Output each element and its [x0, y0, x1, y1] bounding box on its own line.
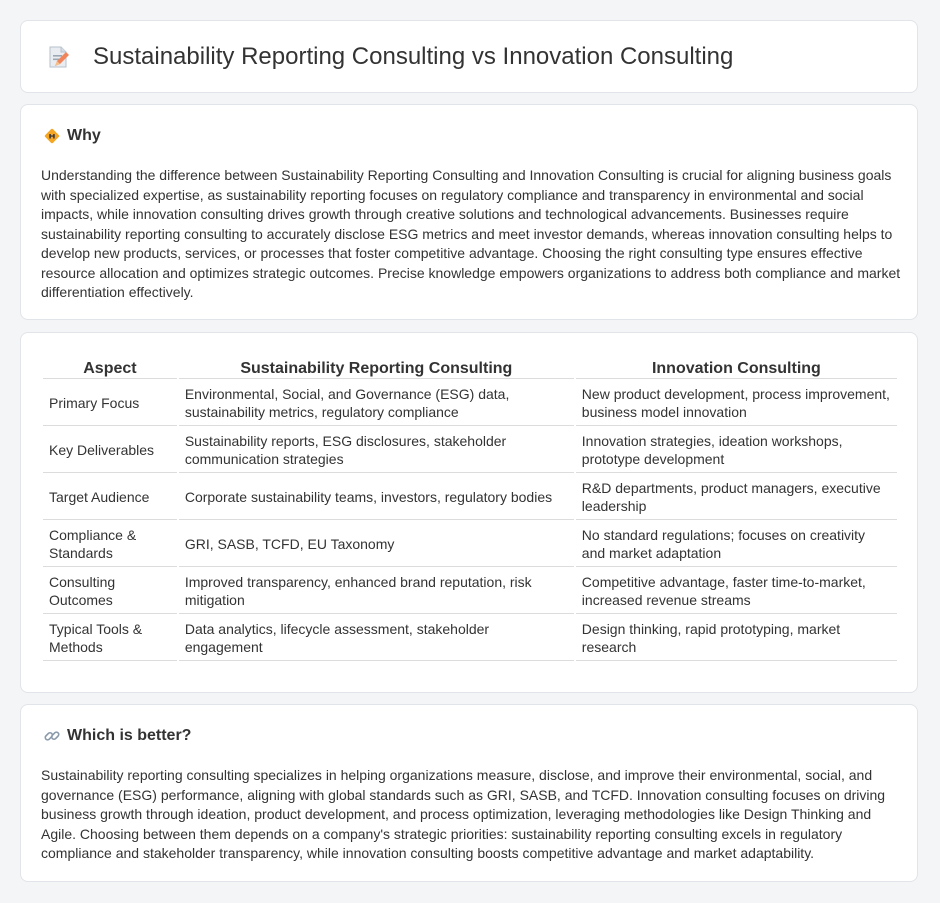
- why-section: [20, 104, 918, 320]
- innovation-cell: No standard regulations; focuses on creativity and market adaptation: [576, 520, 897, 567]
- link-icon: [43, 727, 61, 745]
- why-title: Why: [67, 127, 101, 144]
- table-row: [43, 520, 897, 567]
- table-header-row: [43, 351, 897, 379]
- aspect-cell: Compliance & Standards: [43, 520, 177, 567]
- diamond-sign-icon: [43, 127, 61, 145]
- innovation-cell: Innovation strategies, ideation workshops, prototype development: [576, 426, 897, 473]
- table-row: [43, 614, 897, 661]
- innovation-cell: R&D departments, product managers, executive leadership: [576, 473, 897, 520]
- aspect-cell: Target Audience: [43, 473, 177, 520]
- sustainability-cell: Environmental, Social, and Governance (ESG) data, sustainability metrics, regulatory compliance: [179, 379, 574, 426]
- why-text: Understanding the difference between Sustainability Reporting Consulting and Innovation Consulting is crucial for aligning business goals with specialized expertise, as sustainability reporting focuses on regulatory compliance and transparency in environmental and social impacts, while innovation consulting drives growth through creative solutions and technological advancements. Businesses require sustainability reporting consulting to accurately disclose ESG metrics and meet investor demands, whereas innovation consulting helps to develop new products, services, or processes that foster competitive advantage. Choosing the right consulting type ensures effective resource allocation and optimizes strategic outcomes. Precise knowledge empowers organizations to address both compliance and market differentiation effectively.: [41, 167, 901, 300]
- sustainability-cell: Corporate sustainability teams, investors, regulatory bodies: [179, 473, 574, 520]
- sustainability-cell: Sustainability reports, ESG disclosures, stakeholder communication strategies: [179, 426, 574, 473]
- header-sustainability: Sustainability Reporting Consulting: [179, 351, 574, 379]
- sustainability-cell: GRI, SASB, TCFD, EU Taxonomy: [179, 520, 574, 567]
- comparison-section: [20, 332, 918, 693]
- why-heading: [43, 127, 101, 145]
- page-title: Sustainability Reporting Consulting vs Innovation Consulting: [93, 43, 734, 70]
- header-innovation: Innovation Consulting: [576, 351, 897, 379]
- document-pencil-icon: [45, 44, 71, 70]
- aspect-cell: Consulting Outcomes: [43, 567, 177, 614]
- table-row: [43, 473, 897, 520]
- aspect-cell: Primary Focus: [43, 379, 177, 426]
- comparison-table: [41, 351, 899, 661]
- sustainability-cell: Improved transparency, enhanced brand reputation, risk mitigation: [179, 567, 574, 614]
- title-card: [20, 20, 918, 93]
- table-row: [43, 379, 897, 426]
- innovation-cell: Competitive advantage, faster time-to-market, increased revenue streams: [576, 567, 897, 614]
- innovation-cell: New product development, process improvement, business model innovation: [576, 379, 897, 426]
- better-title: Which is better?: [67, 727, 192, 744]
- aspect-cell: Typical Tools & Methods: [43, 614, 177, 661]
- better-heading: [43, 727, 191, 745]
- which-is-better-section: [20, 704, 918, 882]
- aspect-cell: Key Deliverables: [43, 426, 177, 473]
- table-row: [43, 426, 897, 473]
- header-aspect: Aspect: [43, 351, 177, 379]
- innovation-cell: Design thinking, rapid prototyping, market research: [576, 614, 897, 661]
- table-row: [43, 567, 897, 614]
- sustainability-cell: Data analytics, lifecycle assessment, stakeholder engagement: [179, 614, 574, 661]
- better-text: Sustainability reporting consulting specializes in helping organizations measure, disclose, and improve their environmental, social, and governance (ESG) performance, aligning with global standards such as GRI, SASB, and TCFD. Innovation consulting focuses on driving business growth through ideation, product development, and process optimization, leveraging methodologies like Design Thinking and Agile. Choosing between them depends on a company's strategic priorities: sustainability reporting consulting excels in regulatory compliance and stakeholder transparency, while innovation consulting boosts competitive advantage and market adaptability.: [41, 767, 886, 861]
